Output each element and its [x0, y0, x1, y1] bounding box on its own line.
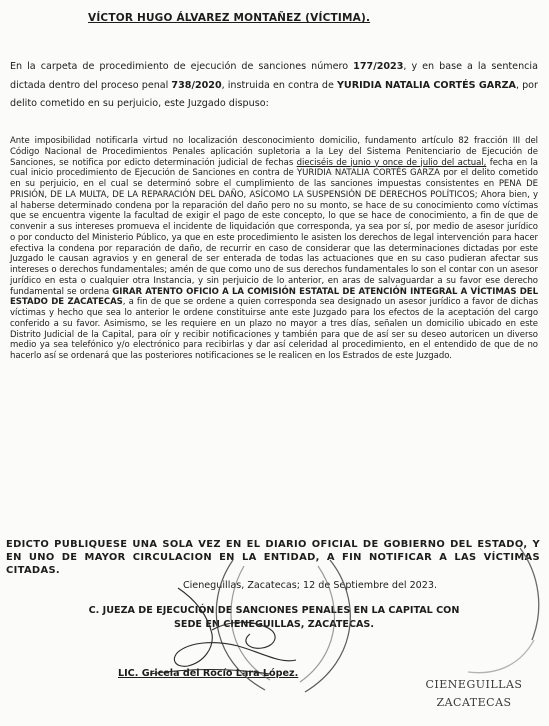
case-number: 177/2023: [353, 61, 404, 72]
body-text: Ante imposibilidad notificarla virtud no localización desconocimiento domicilio, fundamento artículo 82 fracción III del Código Nacional de Procedimientos Penales aplicación supletoria a la Ley del Sistema Penitenciario de Ejecución de Sanciones, se notifica por edicto determinación judicial de fechas: [10, 136, 538, 168]
signer-name: LIC. Gricela del Rocío Lara López.: [118, 668, 299, 679]
publication-order: EDICTO PUBLIQUESE UNA SOLA VEZ EN EL DIARIO OFICIAL DE GOBIERNO DEL ESTADO, Y EN UNO DE MAYOR CIRCULACION EN LA ENTIDAD, A FIN NOTIFICAR A LAS VÍCTIMAS CITADAS.: [6, 539, 540, 576]
judge-title: [4, 604, 544, 631]
handwritten-signature-icon: [150, 588, 296, 674]
intro-text: , por delito cometido en su perjuicio, este Juzgado dispuso:: [10, 79, 538, 109]
intro-text: , y en base a la sentencia dictada dentro del proceso penal: [10, 61, 538, 91]
body-text: , a fin de que se ordene a quien corresponda sea designado un asesor jurídico a favor de dichas víctimas y hecho que sea lo anterior le ordene constituirse ante este Juzgado para los efectos de la aceptación del cargo conferido a su favor. Asimismo, se les requiere en un plazo no mayor a tres días, señalen un domicilio ubicado en este Distrito Judicial de la Capital, para oír y recibir notificaciones y también para que de así ser su deseo autoricen un diverso medio ya sea telefónico y/o electrónico para recibirlas y dar así celeridad al procedimiento, en el entendido de que de no hacerlo así se ordenará que las posteriores notificaciones se le realicen en los Estrados de este Juzgado.: [10, 297, 538, 361]
body-text: fecha en la cual inicio procedimiento de Ejecución de Sanciones en contra de YURIDIA NATALIA CORTÉS GARZA por el delito cometido en su perjuicio, en el cual se determinó sobre el cumplimiento de las sanciones impuestas consistentes en PENA DE PRISIÓN, DE LA MULTA, DE LA REPARACIÓN DEL DAÑO, ASÍCOMO LA SUSPENSIÓN DE DERECHOS POLÍTICOS; Ahora bien, y al haberse determinado condena por la reparación del daño pero no su monto, se hace de su conocimiento como víctimas que se encuentra vigente la facultad de exigir el pago de este concepto, lo que se hace de conocimiento, a fin de que de convenir a sus intereses promueva el incidente de liquidación que corresponda, ya sea por sí, por medio de asesor jurídico o por conducto del Ministerio Público, ya que en este procedimiento le asisten los derechos de legal intervención para hacer efectiva la condena por reparación de daño, de recurrir en caso de considerar que las determinaciones dictadas por este Juzgado le causan agravios y en general de ser enterada de todas las actuaciones que en su caso pudieran afectar sus intereses o derechos fundamentales; amén de que como uno de sus derechos fundamentales lo son el contar con un asesor jurídico en esta o cualquier otra Instancia, y sin perjuicio de lo anterior, en aras de salvaguardar a su favor ese derecho fundamental se ordena: [10, 157, 538, 297]
resolution-dates: dieciséis de junio y once de julio del actual,: [296, 157, 487, 168]
commission-order: GIRAR ATENTO OFICIO A LA COMISIÓN ESTATAL DE ATENCIÓN INTEGRAL A VÍCTIMAS DEL ESTADO DE ZACATECAS: [10, 286, 538, 308]
document-heading: VÍCTOR HUGO ÁLVAREZ MONTAÑEZ (VÍCTIMA).: [88, 12, 371, 24]
seal-text: [424, 676, 524, 712]
place-and-date: Cieneguillas, Zacatecas; 12 de Septiembre del 2023.: [182, 580, 438, 591]
process-number: 738/2020: [171, 79, 222, 91]
intro-paragraph: [10, 58, 538, 114]
sentenced-name: YURIDIA NATALIA CORTÉS GARZA: [336, 79, 516, 91]
intro-text: , instruida en contra de: [221, 79, 337, 91]
seal-text-line: CIENEGUILLAS: [425, 678, 523, 691]
seal-text-line: ZACATECAS: [436, 696, 512, 709]
judge-title-line: SEDE EN CIENEGUILLAS, ZACATECAS.: [174, 618, 374, 630]
judge-title-line: C. JUEZA DE EJECUCIÓN DE SANCIONES PENALES EN LA CAPITAL CON: [88, 605, 460, 616]
body-paragraph: [10, 136, 538, 362]
intro-text: En la carpeta de procedimiento de ejecución de sanciones número: [10, 61, 354, 72]
